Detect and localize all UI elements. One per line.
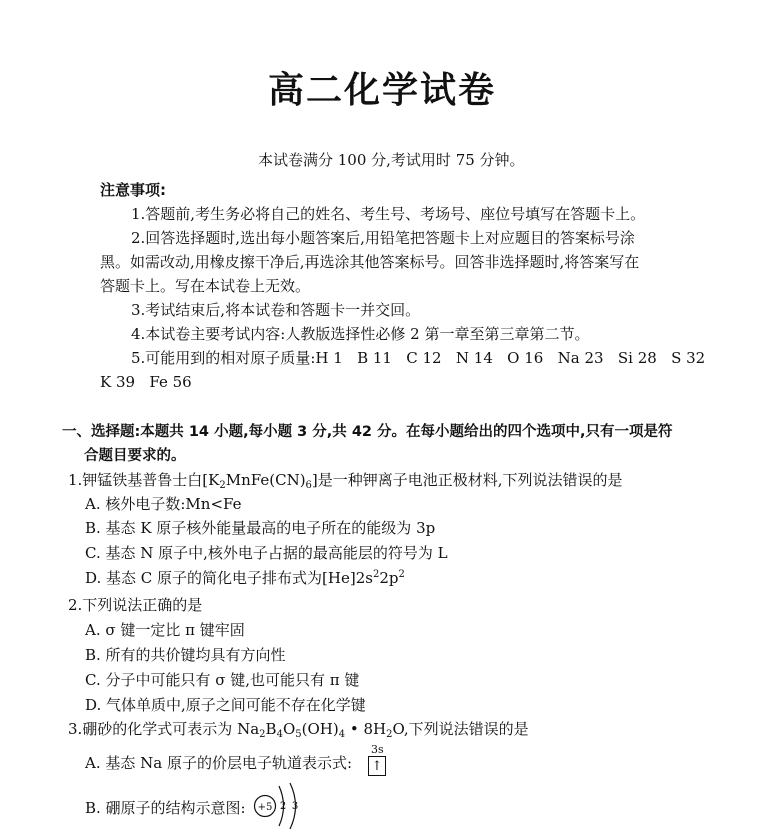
question-2-stem: 2.下列说法正确的是 bbox=[68, 596, 203, 614]
question-1-option-c: C. 基态 N 原子中,核外电子占据的最高能层的符号为 L bbox=[85, 544, 448, 562]
orbital-label: 3s bbox=[371, 743, 384, 756]
notice-item-2-line-3: 答题卡上。写在本试卷上无效。 bbox=[100, 277, 311, 295]
notice-item-1: 1.答题前,考生务必将自己的姓名、考生号、考场号、座位号填写在答题卡上。 bbox=[131, 205, 646, 223]
notice-item-5-line-2: K 39 Fe 56 bbox=[100, 373, 192, 391]
exam-info: 本试卷满分 100 分,考试用时 75 分钟。 bbox=[258, 151, 525, 169]
question-2-option-c: C. 分子中可能只有 σ 键,也可能只有 π 键 bbox=[85, 671, 360, 689]
shell-1-electrons: 2 bbox=[279, 801, 287, 812]
notice-item-5-line-1: 5.可能用到的相对原子质量:H 1 B 11 C 12 N 14 O 16 Na 23 Si 28 S 32 bbox=[131, 349, 706, 367]
up-arrow-icon: ↑ bbox=[371, 758, 383, 774]
notice-item-2-line-2: 黑。如需改动,用橡皮擦干净后,再选涂其他答案标号。回答非选择题时,将答案写在 bbox=[100, 253, 640, 271]
question-1-option-a: A. 核外电子数:Mn<Fe bbox=[85, 495, 242, 513]
orbital-box bbox=[368, 756, 386, 776]
question-3-option-b: B. 硼原子的结构示意图: bbox=[85, 799, 246, 817]
boron-atom-structure-diagram bbox=[252, 780, 306, 832]
notice-heading: 注意事项: bbox=[100, 181, 166, 199]
notice-item-2-line-1: 2.回答选择题时,选出每小题答案后,用铅笔把答题卡上对应题目的答案标号涂 bbox=[131, 229, 635, 247]
question-2-option-a: A. σ 键一定比 π 键牢固 bbox=[85, 621, 245, 639]
question-3-stem: 3.硼砂的化学式可表示为 $Na_2B_4O_5(OH)_4$ • $8H_2O$,下列说法错误的是 bbox=[68, 720, 529, 740]
question-1-option-b: B. 基态 K 原子核外能量最高的电子所在的能级为 3p bbox=[85, 519, 436, 537]
shell-2-electrons: 3 bbox=[291, 801, 299, 812]
page-title: 高二化学试卷 bbox=[267, 70, 496, 111]
question-1-stem: 1.钾锰铁基普鲁士白$[K_2MnFe(CN)_6]$是一种钾离子电池正极材料,下列说法错误的是 bbox=[68, 471, 623, 491]
nucleus-charge: +5 bbox=[257, 802, 273, 813]
question-2-option-d: D. 气体单质中,原子之间可能不存在化学键 bbox=[85, 696, 366, 714]
question-1-option-d: D. 基态 C 原子的简化电子排布式为$[He]2s^22p^2$ bbox=[85, 569, 405, 587]
notice-item-4: 4.本试卷主要考试内容:人教版选择性必修 2 第一章至第三章第二节。 bbox=[131, 325, 590, 343]
question-2-option-b: B. 所有的共价键均具有方向性 bbox=[85, 646, 286, 664]
section-1-heading: 一、选择题:本题共 14 小题,每小题 3 分,共 42 分。在每小题给出的四个选项中,只有一项是符 bbox=[62, 424, 673, 440]
notice-item-3: 3.考试结束后,将本试卷和答题卡一并交回。 bbox=[131, 301, 421, 319]
question-3-option-a: A. 基态 Na 原子的价层电子轨道表示式: bbox=[85, 754, 353, 772]
section-1-heading-cont: 合题目要求的。 bbox=[84, 448, 186, 464]
